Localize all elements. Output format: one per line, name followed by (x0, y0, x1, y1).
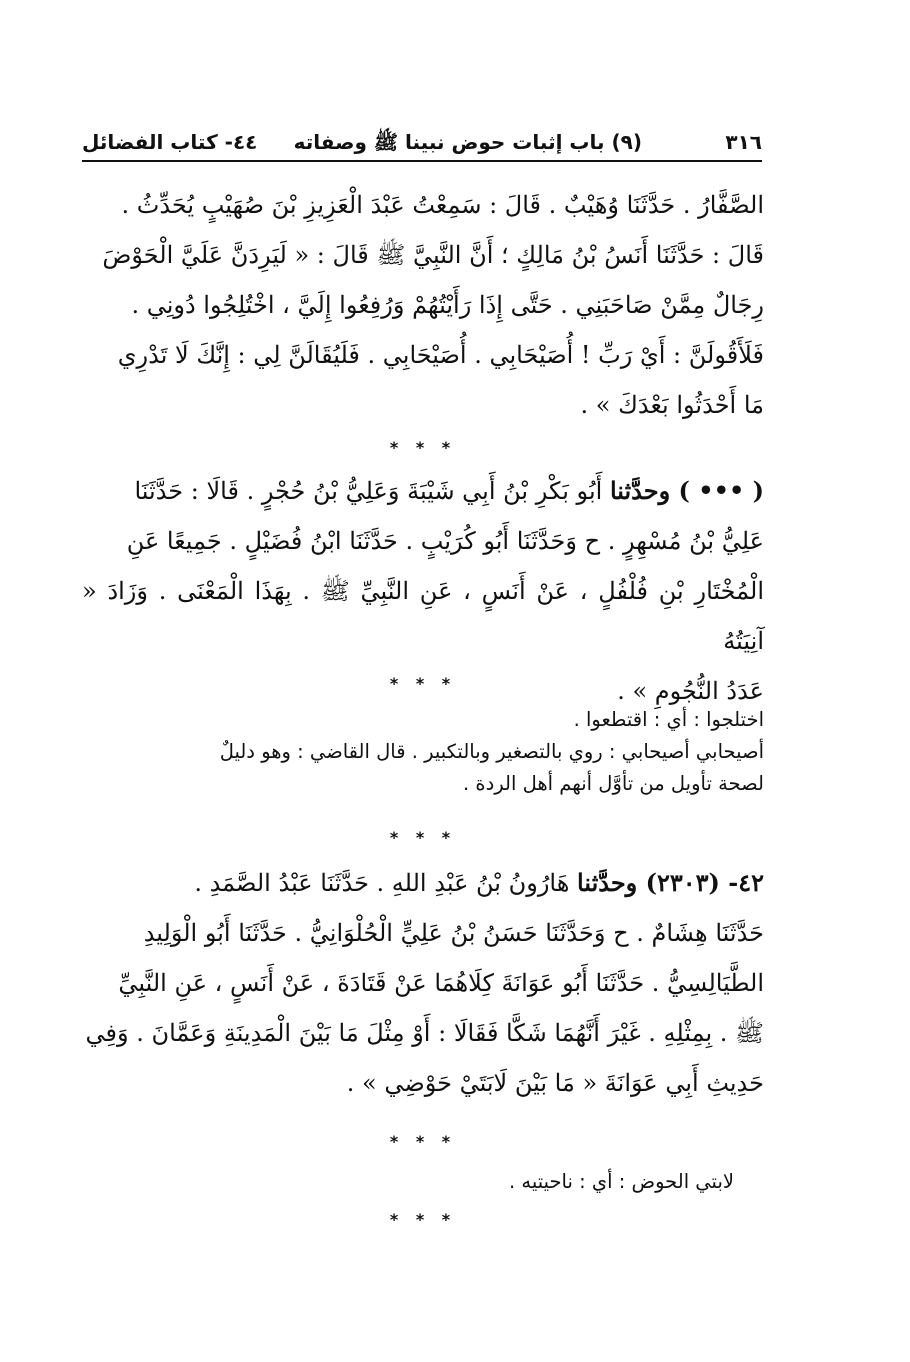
text-line: الصَّفَّارُ . حَدَّثَنَا وُهَيْبٌ . قَالَ : سَمِعْتُ عَبْدَ الْعَزِيزِ بْنَ صُهَيْبٍ يُحَدِّثُ . (121, 191, 764, 219)
hadith-number: ( ••• ) وحدَّثنا (609, 476, 764, 505)
running-header (82, 126, 762, 160)
text-line: الطَّيَالِسِيُّ . حَدَّثَنَا أَبُو عَوَانَةَ كِلَاهُمَا عَنْ قَتَادَةَ ، عَنْ أَنَسٍ ، عَنِ النَّبِيِّ (118, 969, 764, 997)
section-separator: * * * (389, 1210, 457, 1229)
text-line: حَدَّثَنَا هِشَامٌ . ح وَحَدَّثَنَا حَسَنُ بْنُ عَلِيٍّ الْحُلْوَانِيُّ . حَدَّثَنَا أَبُو الْوَلِيدِ (143, 919, 764, 947)
commentary-2 (82, 1166, 764, 1198)
line-text: هَارُونُ بْنُ عَبْدِ اللهِ . حَدَّثَنَا عَبْدُ الصَّمَدِ . (194, 869, 570, 897)
commentary-line: لابتي الحوض : أي : ناحيتيه . (508, 1170, 734, 1193)
text-line: الْمُخْتَارِ بْنِ فُلْفُلٍ ، عَنْ أَنَسٍ ، عَنِ النَّبِيِّ ﷺ . بِهَذَا الْمَعْنَى . وَزَادَ « آنِيَتُهُ (82, 577, 764, 655)
section-separator: * * * (389, 674, 457, 693)
commentary-1 (82, 704, 764, 800)
text-line: قَالَ : حَدَّثَنَا أَنَسُ بْنُ مَالِكٍ ؛ أَنَّ النَّبِيَّ ﷺ قَالَ : « لَيَرِدَنَّ عَلَيَّ الْحَوْضَ (102, 241, 764, 269)
section-separator: * * * (389, 438, 457, 457)
chapter-title: (٩) باب إثبات حوض نبينا ﷺ وصفاته (293, 130, 642, 154)
page-number: ٣١٦ (725, 130, 762, 154)
text-line: مَا أَحْدَثُوا بَعْدَكَ » . (580, 391, 764, 419)
text-line (82, 466, 764, 516)
text-line (82, 858, 764, 908)
commentary-line: أصيحابي أصيحابي : روي بالتصغير وبالتكبير . قال القاضي : وهو دليلٌ (219, 740, 764, 763)
header-rule (82, 160, 762, 162)
text-line: حَدِيثِ أَبِي عَوَانَةَ « مَا بَيْنَ لَابَتَيْ حَوْضِي » . (346, 1069, 764, 1097)
commentary-line: لصحة تأويل من تأوَّل أنهم أهل الردة . (462, 772, 764, 795)
text-line: عَلِيُّ بْنُ مُسْهِرٍ . ح وَحَدَّثَنَا أَبُو كُرَيْبٍ . حَدَّثَنَا ابْنُ فُضَيْلٍ . جَمِيعًا عَنِ (126, 527, 764, 555)
section-separator: * * * (389, 1132, 457, 1151)
text-line: عَدَدُ النُّجُومِ » . (617, 677, 764, 705)
hadith-number: ٤٢- (٢٣٠٣) وحدَّثنا (577, 868, 764, 897)
commentary-line: اختلجوا : أي : اقتطعوا . (573, 708, 764, 731)
text-line: رِجَالٌ مِمَّنْ صَاحَبَنِي . حَتَّى إِذَا رَأَيْتُهُمْ وَرُفِعُوا إِلَيَّ ، اخْتُلِجُوا دُونِي . (131, 291, 764, 319)
text-line: فَلَأَقُولَنَّ : أَيْ رَبِّ ! أُصَيْحَابِي . أُصَيْحَابِي . فَلَيُقَالَنَّ لِي : إِنَّكَ لَا تَدْرِي (117, 341, 764, 369)
section-separator: * * * (389, 828, 457, 847)
hadith-text-3 (82, 858, 764, 1108)
text-line: ﷺ . بِمِثْلِهِ . غَيْرَ أَنَّهُمَا شَكَّا فَقَالَا : أَوْ مِثْلَ مَا بَيْنَ الْمَدِينَةِ وَعَمَّانَ . وَفِي (85, 1019, 764, 1047)
book-title: ٤٤- كتاب الفضائل (82, 130, 258, 154)
line-text: أَبُو بَكْرِ بْنُ أَبِي شَيْبَةَ وَعَلِيُّ بْنُ حُجْرٍ . قَالَا : حَدَّثَنَا (134, 477, 603, 505)
hadith-text-1 (82, 180, 764, 430)
